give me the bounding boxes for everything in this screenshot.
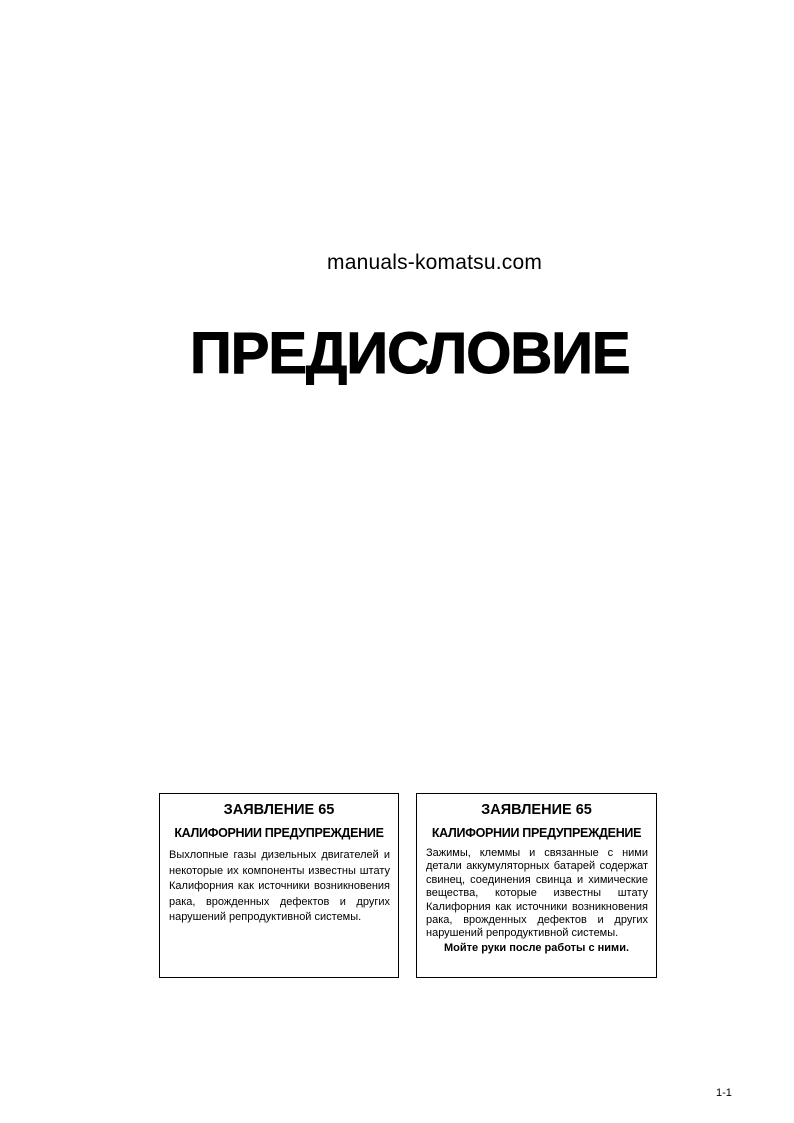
- warning-subheading: КАЛИФОРНИИ ПРЕДУПРЕЖДЕНИЕ: [431, 826, 642, 840]
- warning-box-exhaust: [159, 793, 399, 978]
- warning-heading: ЗАЯВЛЕНИЕ 65: [223, 802, 335, 818]
- site-url: manuals-komatsu.com: [327, 251, 543, 274]
- page-number: 1-1: [716, 1087, 732, 1099]
- warning-box-battery: [416, 793, 657, 978]
- page-title: ПРЕДИСЛОВИЕ: [190, 321, 630, 386]
- warning-body: Выхлопные газы дизельных двигателей и некоторые их компоненты известны штату Калифорния как источники возникновения рака, врожденных дефектов и других нарушений репродуктивной системы.: [169, 849, 390, 923]
- warning-heading: ЗАЯВЛЕНИЕ 65: [481, 802, 592, 818]
- warning-body: Зажимы, клеммы и связанные с ними детали аккумуляторных батарей содержат свинец, соединения свинца и химические вещества, которые известны штату Калифорния как источники возникновения рака, врожденных дефектов и других нарушений репродуктивной системы.: [426, 847, 648, 940]
- warning-subheading: КАЛИФОРНИИ ПРЕДУПРЕЖДЕНИЕ: [174, 826, 384, 840]
- warning-note: Мойте руки после работы с ними.: [443, 941, 630, 954]
